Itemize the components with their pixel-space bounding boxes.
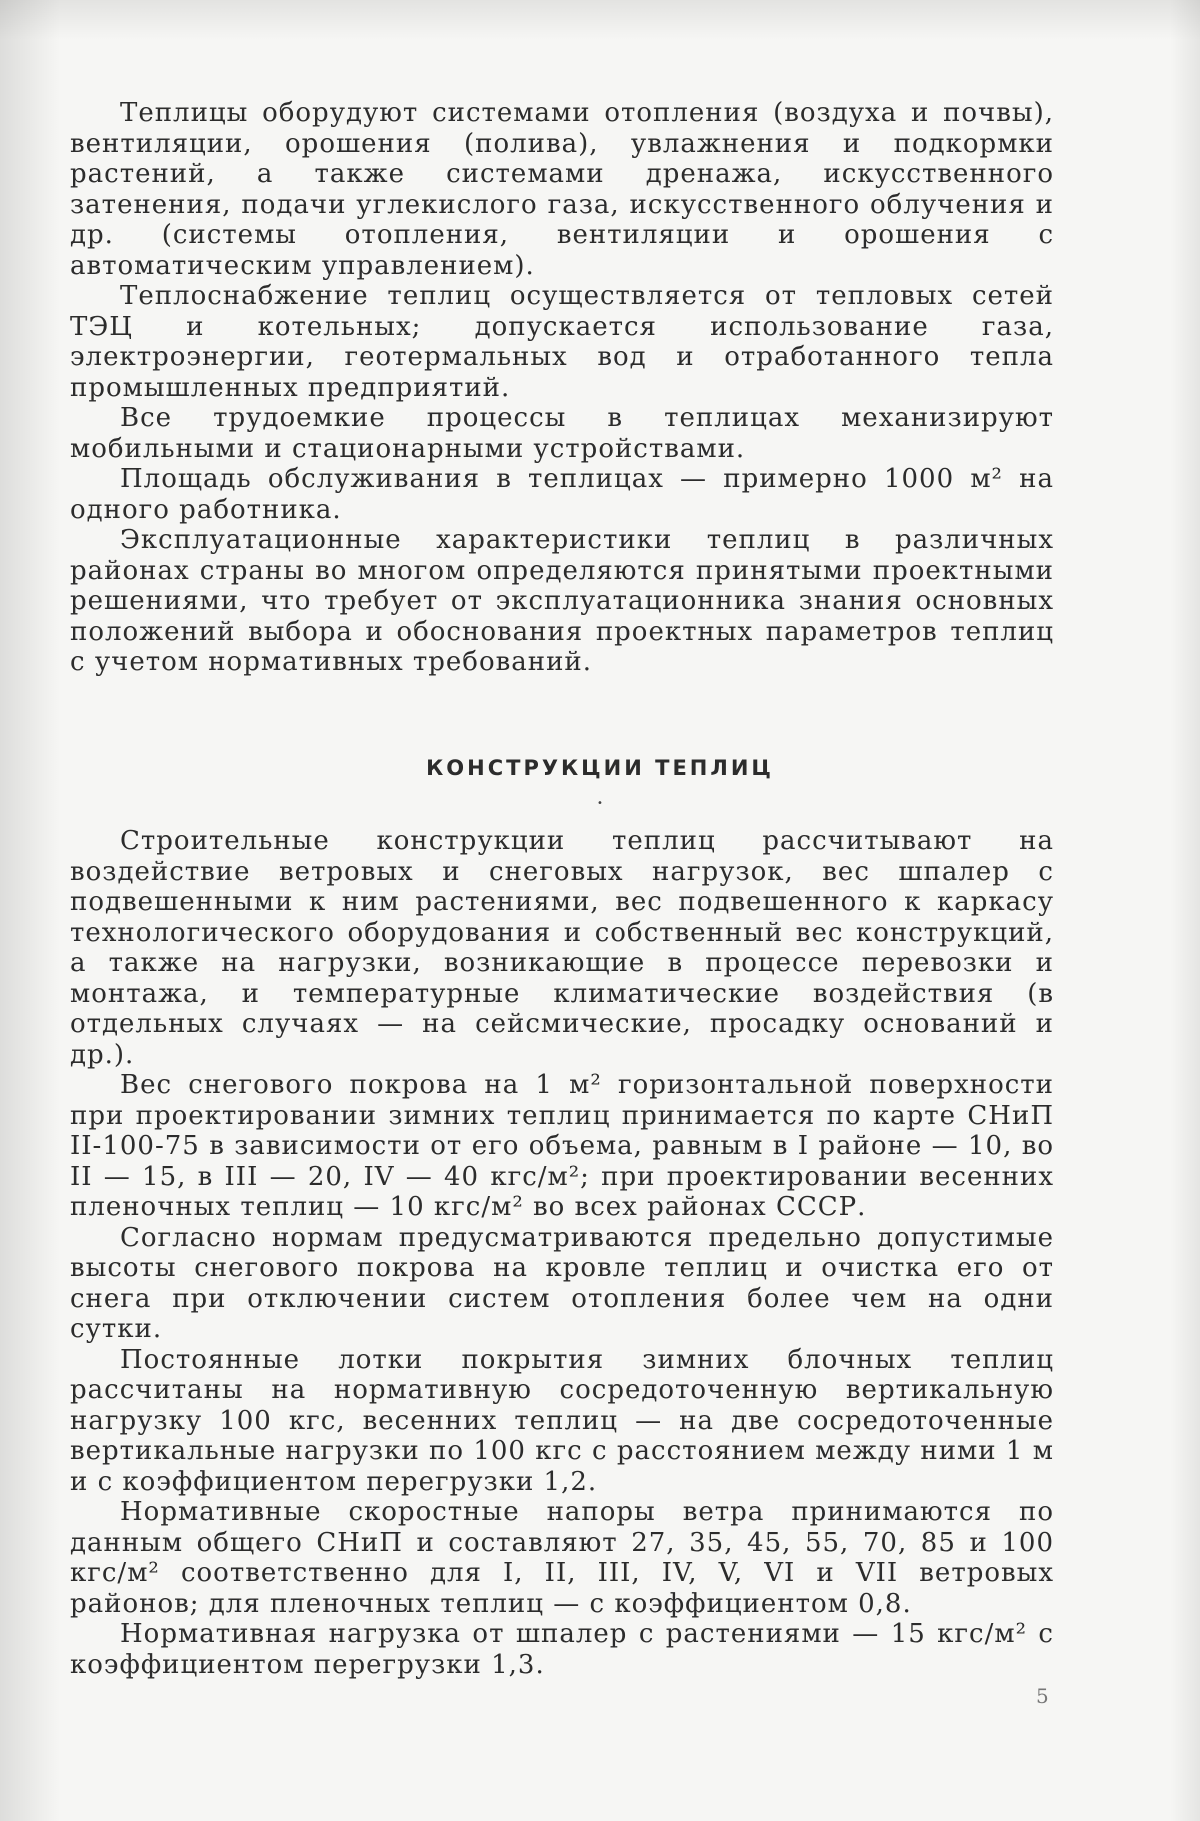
paragraph: Нормативные скоростные напоры ветра принимаются по данным общего СНиП и составляют 27, 35, 45, 55, 70, 85 и 100 кгс/м² соответственно для I, II, III, IV, V, VI и VII ветровых районов; для пленочных теплиц — с коэффициентом 0,8. xyxy=(70,1497,1054,1619)
paragraph: Эксплуатационные характеристики теплиц в различных районах страны во многом определяются принятыми проектными решениями, что требует от эксплуатационника знания основных положений выбора и обоснования проектных параметров теплиц с учетом нормативных требований. xyxy=(70,525,1054,677)
paragraph: Площадь обслуживания в теплицах — примерно 1000 м² на одного работника. xyxy=(70,464,1054,525)
page-edge-shadow xyxy=(0,0,60,1821)
intro-text xyxy=(70,98,1054,678)
page-edge-shadow-top xyxy=(0,0,1200,40)
paragraph: Теплицы оборудуют системами отопления (воздуха и почвы), вентиляции, орошения (полива), увлажнения и подкормки растений, а также системами дренажа, искусственного затенения, подачи углекислого газа, искусственного облучения и др. (системы отопления, вентиляции и орошения с автоматическим управлением). xyxy=(70,98,1054,281)
page-number: 5 xyxy=(1036,1684,1049,1708)
paragraph: Теплоснабжение теплиц осуществляется от тепловых сетей ТЭЦ и котельных; допускается использование газа, электроэнергии, геотермальных вод и отработанного тепла промышленных предприятий. xyxy=(70,281,1054,403)
paragraph: Согласно нормам предусматриваются предельно допустимые высоты снегового покрова на кровле теплиц и очистка его от снега при отключении систем отопления более чем на одни сутки. xyxy=(70,1222,1054,1344)
page-edge-shadow-right xyxy=(1170,0,1200,1821)
section-text xyxy=(70,826,1054,1680)
paragraph: Нормативная нагрузка от шпалер с растениями — 15 кгс/м² с коэффициентом перегрузки 1,3. xyxy=(70,1619,1054,1680)
paragraph: Постоянные лотки покрытия зимних блочных теплиц рассчитаны на нормативную сосредоточенную вертикальную нагрузку 100 кгс, весенних теплиц — на две сосредоточенные вертикальные нагрузки по 100 кгс с расстоянием между ними 1 м и с коэффициентом перегрузки 1,2. xyxy=(70,1344,1054,1497)
paragraph: Строительные конструкции теплиц рассчитывают на воздействие ветровых и снеговых нагрузок, вес шпалер с подвешенными к ним растениями, вес подвешенного к каркасу технологического оборудования и собственный вес конструкций, а также на нагрузки, возникающие в процессе перевозки и монтажа, и температурные климатические воздействия (в отдельных случаях — на сейсмические, просадку оснований и др.). xyxy=(70,826,1054,1070)
section-heading: КОНСТРУКЦИИ ТЕПЛИЦ xyxy=(426,756,774,780)
section-bullet: • xyxy=(597,798,603,809)
paragraph: Вес снегового покрова на 1 м² горизонтальной поверхности при проектировании зимних теплиц принимается по карте СНиП II-100-75 в зависимости от его объема, равным в I районе — 10, во II — 15, в III — 20, IV — 40 кгс/м²; при проектировании весенних пленочных теплиц — 10 кгс/м² во всех районах СССР. xyxy=(70,1070,1054,1222)
paragraph: Все трудоемкие процессы в теплицах механизируют мобильными и стационарными устройствами. xyxy=(70,403,1054,464)
